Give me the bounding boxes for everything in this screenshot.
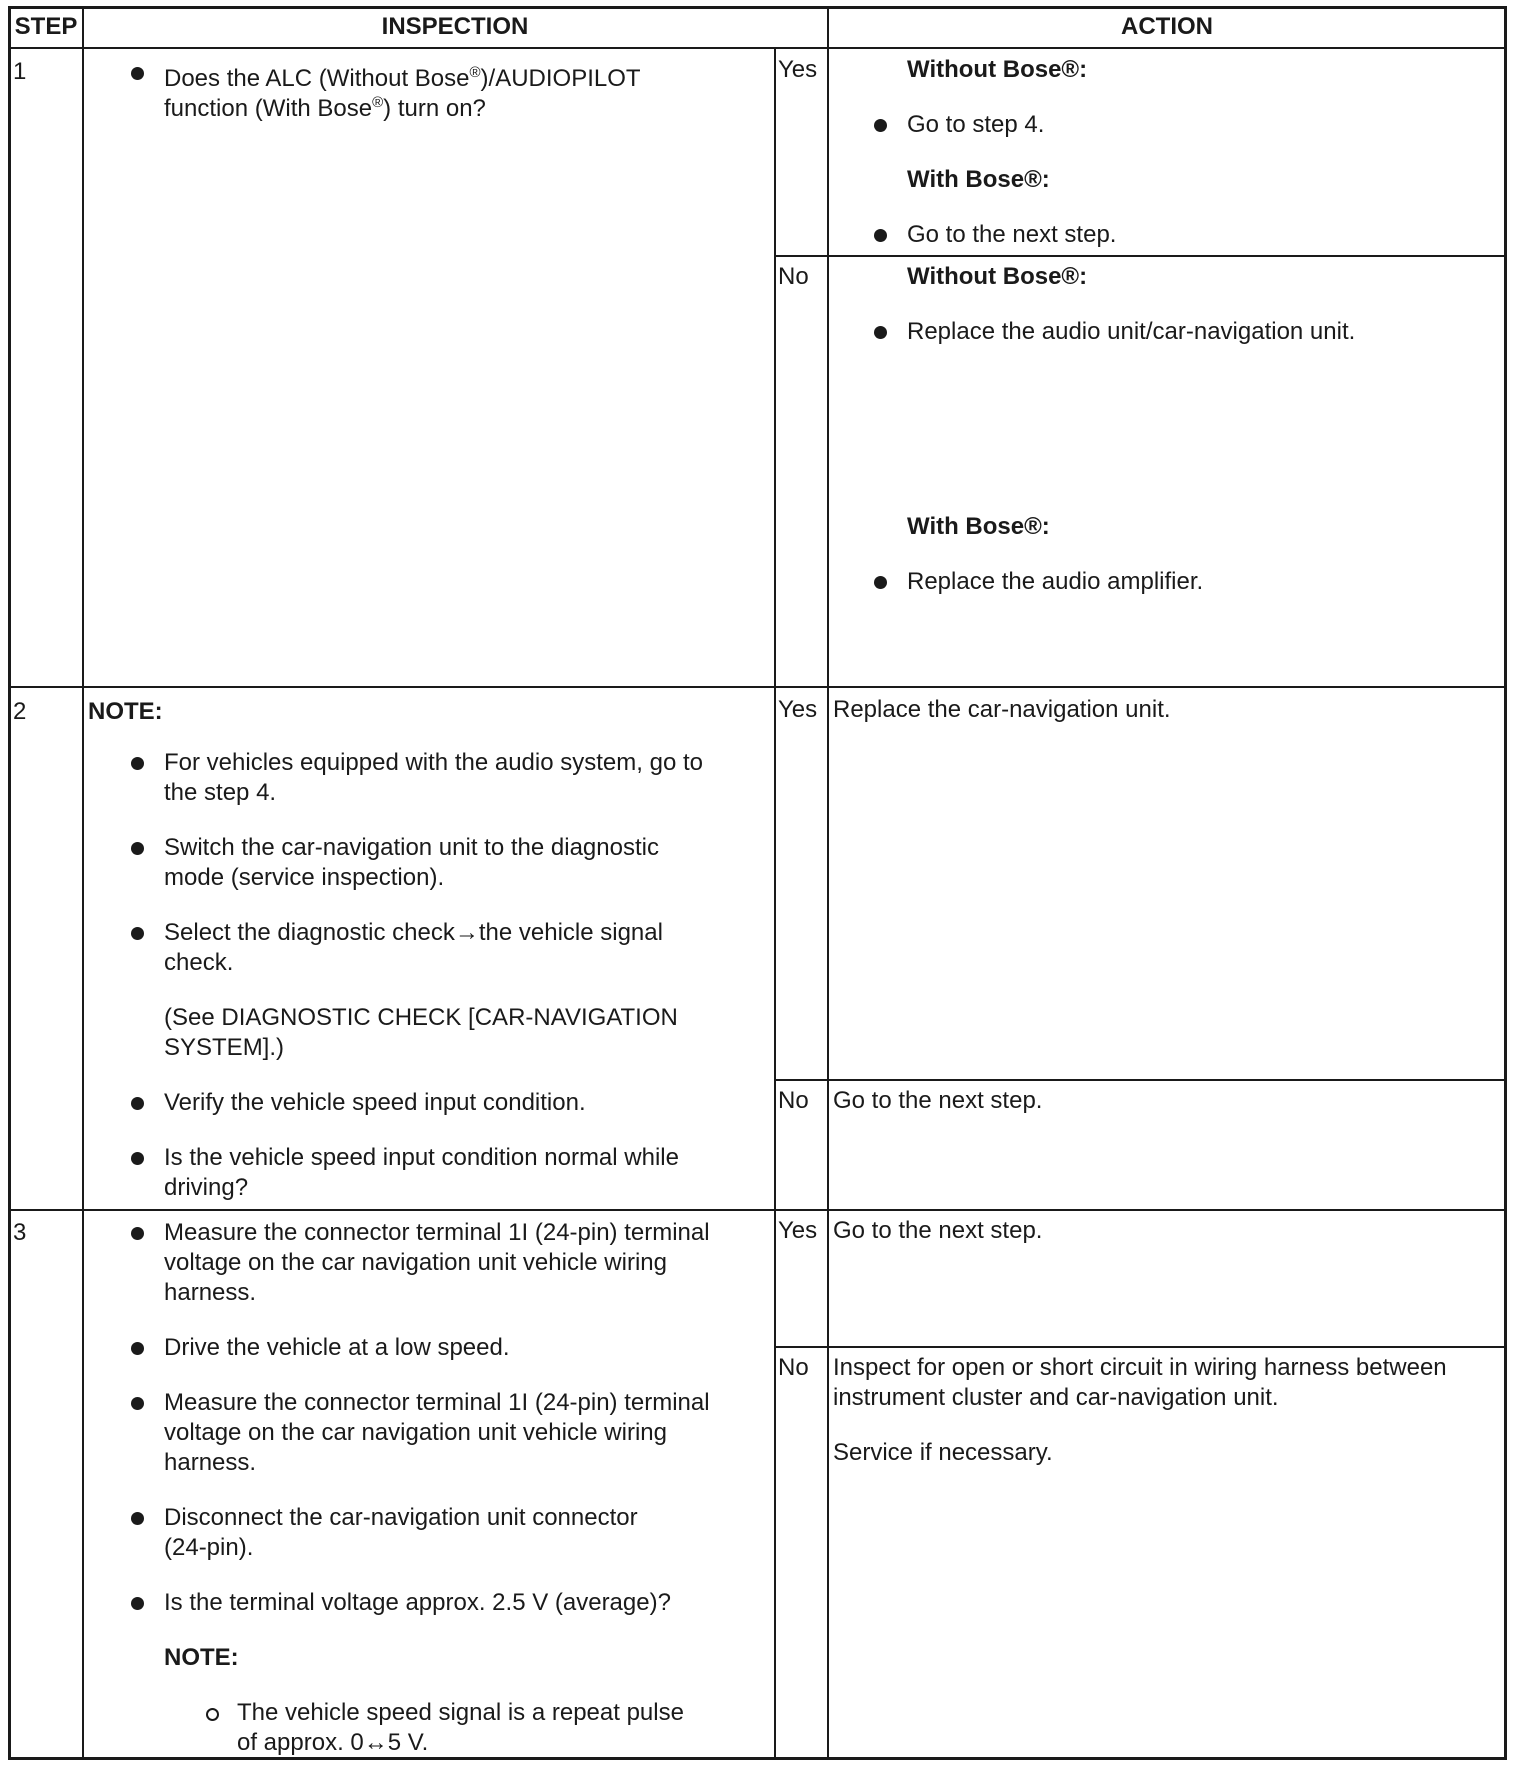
inspection-text: Does the ALC (Without Bose®)/AUDIOPILOT [164, 64, 641, 92]
bullet-icon [131, 67, 144, 80]
action-heading: With Bose®: [907, 513, 1050, 540]
bullet-icon [131, 927, 144, 940]
inspection-text: check. [164, 949, 234, 976]
inspection-text: Measure the connector terminal 1I (24-pin) terminal [164, 1389, 710, 1416]
action-text: instrument cluster and car-navigation unit. [833, 1384, 1279, 1411]
step-column-divider [82, 8, 84, 1758]
bullet-icon [131, 1152, 144, 1165]
inspection-text: Verify the vehicle speed input condition. [164, 1089, 586, 1116]
action-text: Go to the next step. [907, 221, 1117, 248]
action-heading: With Bose®: [907, 166, 1050, 193]
row2-divider [9, 1209, 1506, 1211]
header-divider [9, 47, 1506, 49]
inspection-text: harness. [164, 1449, 257, 1476]
inspection-text: Is the terminal voltage approx. 2.5 V (average)? [164, 1589, 671, 1616]
inspection-text: Drive the vehicle at a low speed. [164, 1334, 510, 1361]
row1-divider [9, 686, 1506, 688]
inspection-text: driving? [164, 1174, 249, 1201]
action-text: Go to step 4. [907, 111, 1045, 138]
bullet-icon [874, 119, 887, 132]
action-heading: Without Bose®: [907, 263, 1088, 290]
note-text: The vehicle speed signal is a repeat pulse [237, 1699, 684, 1726]
header-step: STEP [14, 13, 78, 40]
bullet-icon [131, 1342, 144, 1355]
row2-yes-no-divider [774, 1079, 1506, 1081]
bullet-icon [131, 1097, 144, 1110]
no-label: No [778, 1087, 809, 1114]
inspection-text: the step 4. [164, 779, 277, 806]
bullet-icon [131, 1597, 144, 1610]
inspection-text: (24-pin). [164, 1534, 254, 1561]
yes-label: Yes [778, 1217, 818, 1244]
see-reference: (See DIAGNOSTIC CHECK [CAR-NAVIGATION [164, 1004, 678, 1031]
step-number-1: 1 [13, 58, 27, 85]
action-text: Inspect for open or short circuit in wiring harness between [833, 1354, 1447, 1381]
inspection-text: harness. [164, 1279, 257, 1306]
see-reference: SYSTEM].) [164, 1034, 285, 1061]
inspection-column-divider [827, 8, 829, 1758]
action-text: Go to the next step. [833, 1217, 1043, 1244]
bullet-icon [874, 326, 887, 339]
inspection-text: Disconnect the car-navigation unit connector [164, 1504, 638, 1531]
yes-label: Yes [778, 696, 818, 723]
bullet-icon [131, 1397, 144, 1410]
action-text: Service if necessary. [833, 1439, 1053, 1466]
inspection-text: Select the diagnostic check→the vehicle signal [164, 919, 663, 946]
action-text: Replace the car-navigation unit. [833, 696, 1171, 723]
inspection-text: voltage on the car navigation unit vehicle wiring [164, 1419, 667, 1446]
action-text: Replace the audio unit/car-navigation unit. [907, 318, 1356, 345]
bullet-icon [874, 229, 887, 242]
note-label: NOTE: [88, 698, 163, 725]
inspection-text: function (With Bose®) turn on? [164, 94, 486, 122]
no-label: No [778, 1354, 809, 1381]
bullet-icon [131, 1227, 144, 1240]
inspection-text: Measure the connector terminal 1I (24-pin) terminal [164, 1219, 710, 1246]
bullet-icon [131, 757, 144, 770]
step-number-2: 2 [13, 698, 27, 725]
row1-yes-no-divider [774, 255, 1506, 257]
note-label: NOTE: [164, 1644, 239, 1671]
inspection-text: Is the vehicle speed input condition normal while [164, 1144, 679, 1171]
bullet-icon [131, 1512, 144, 1525]
inspection-text: For vehicles equipped with the audio system, go to [164, 749, 703, 776]
bullet-icon [131, 842, 144, 855]
step-number-3: 3 [13, 1219, 27, 1246]
action-text: Replace the audio amplifier. [907, 568, 1204, 595]
circle-bullet-icon [206, 1708, 219, 1721]
header-inspection: INSPECTION [381, 13, 529, 40]
yes-no-column-divider [774, 48, 776, 1758]
action-text: Go to the next step. [833, 1087, 1043, 1114]
bullet-icon [874, 576, 887, 589]
action-heading: Without Bose®: [907, 56, 1088, 83]
inspection-text: Switch the car-navigation unit to the diagnostic [164, 834, 659, 861]
row3-yes-no-divider [774, 1346, 1506, 1348]
inspection-text: mode (service inspection). [164, 864, 445, 891]
inspection-text: voltage on the car navigation unit vehicle wiring [164, 1249, 667, 1276]
note-text: of approx. 0↔5 V. [237, 1729, 429, 1756]
header-action: ACTION [1121, 13, 1213, 40]
no-label: No [778, 263, 809, 290]
yes-label: Yes [778, 56, 818, 83]
